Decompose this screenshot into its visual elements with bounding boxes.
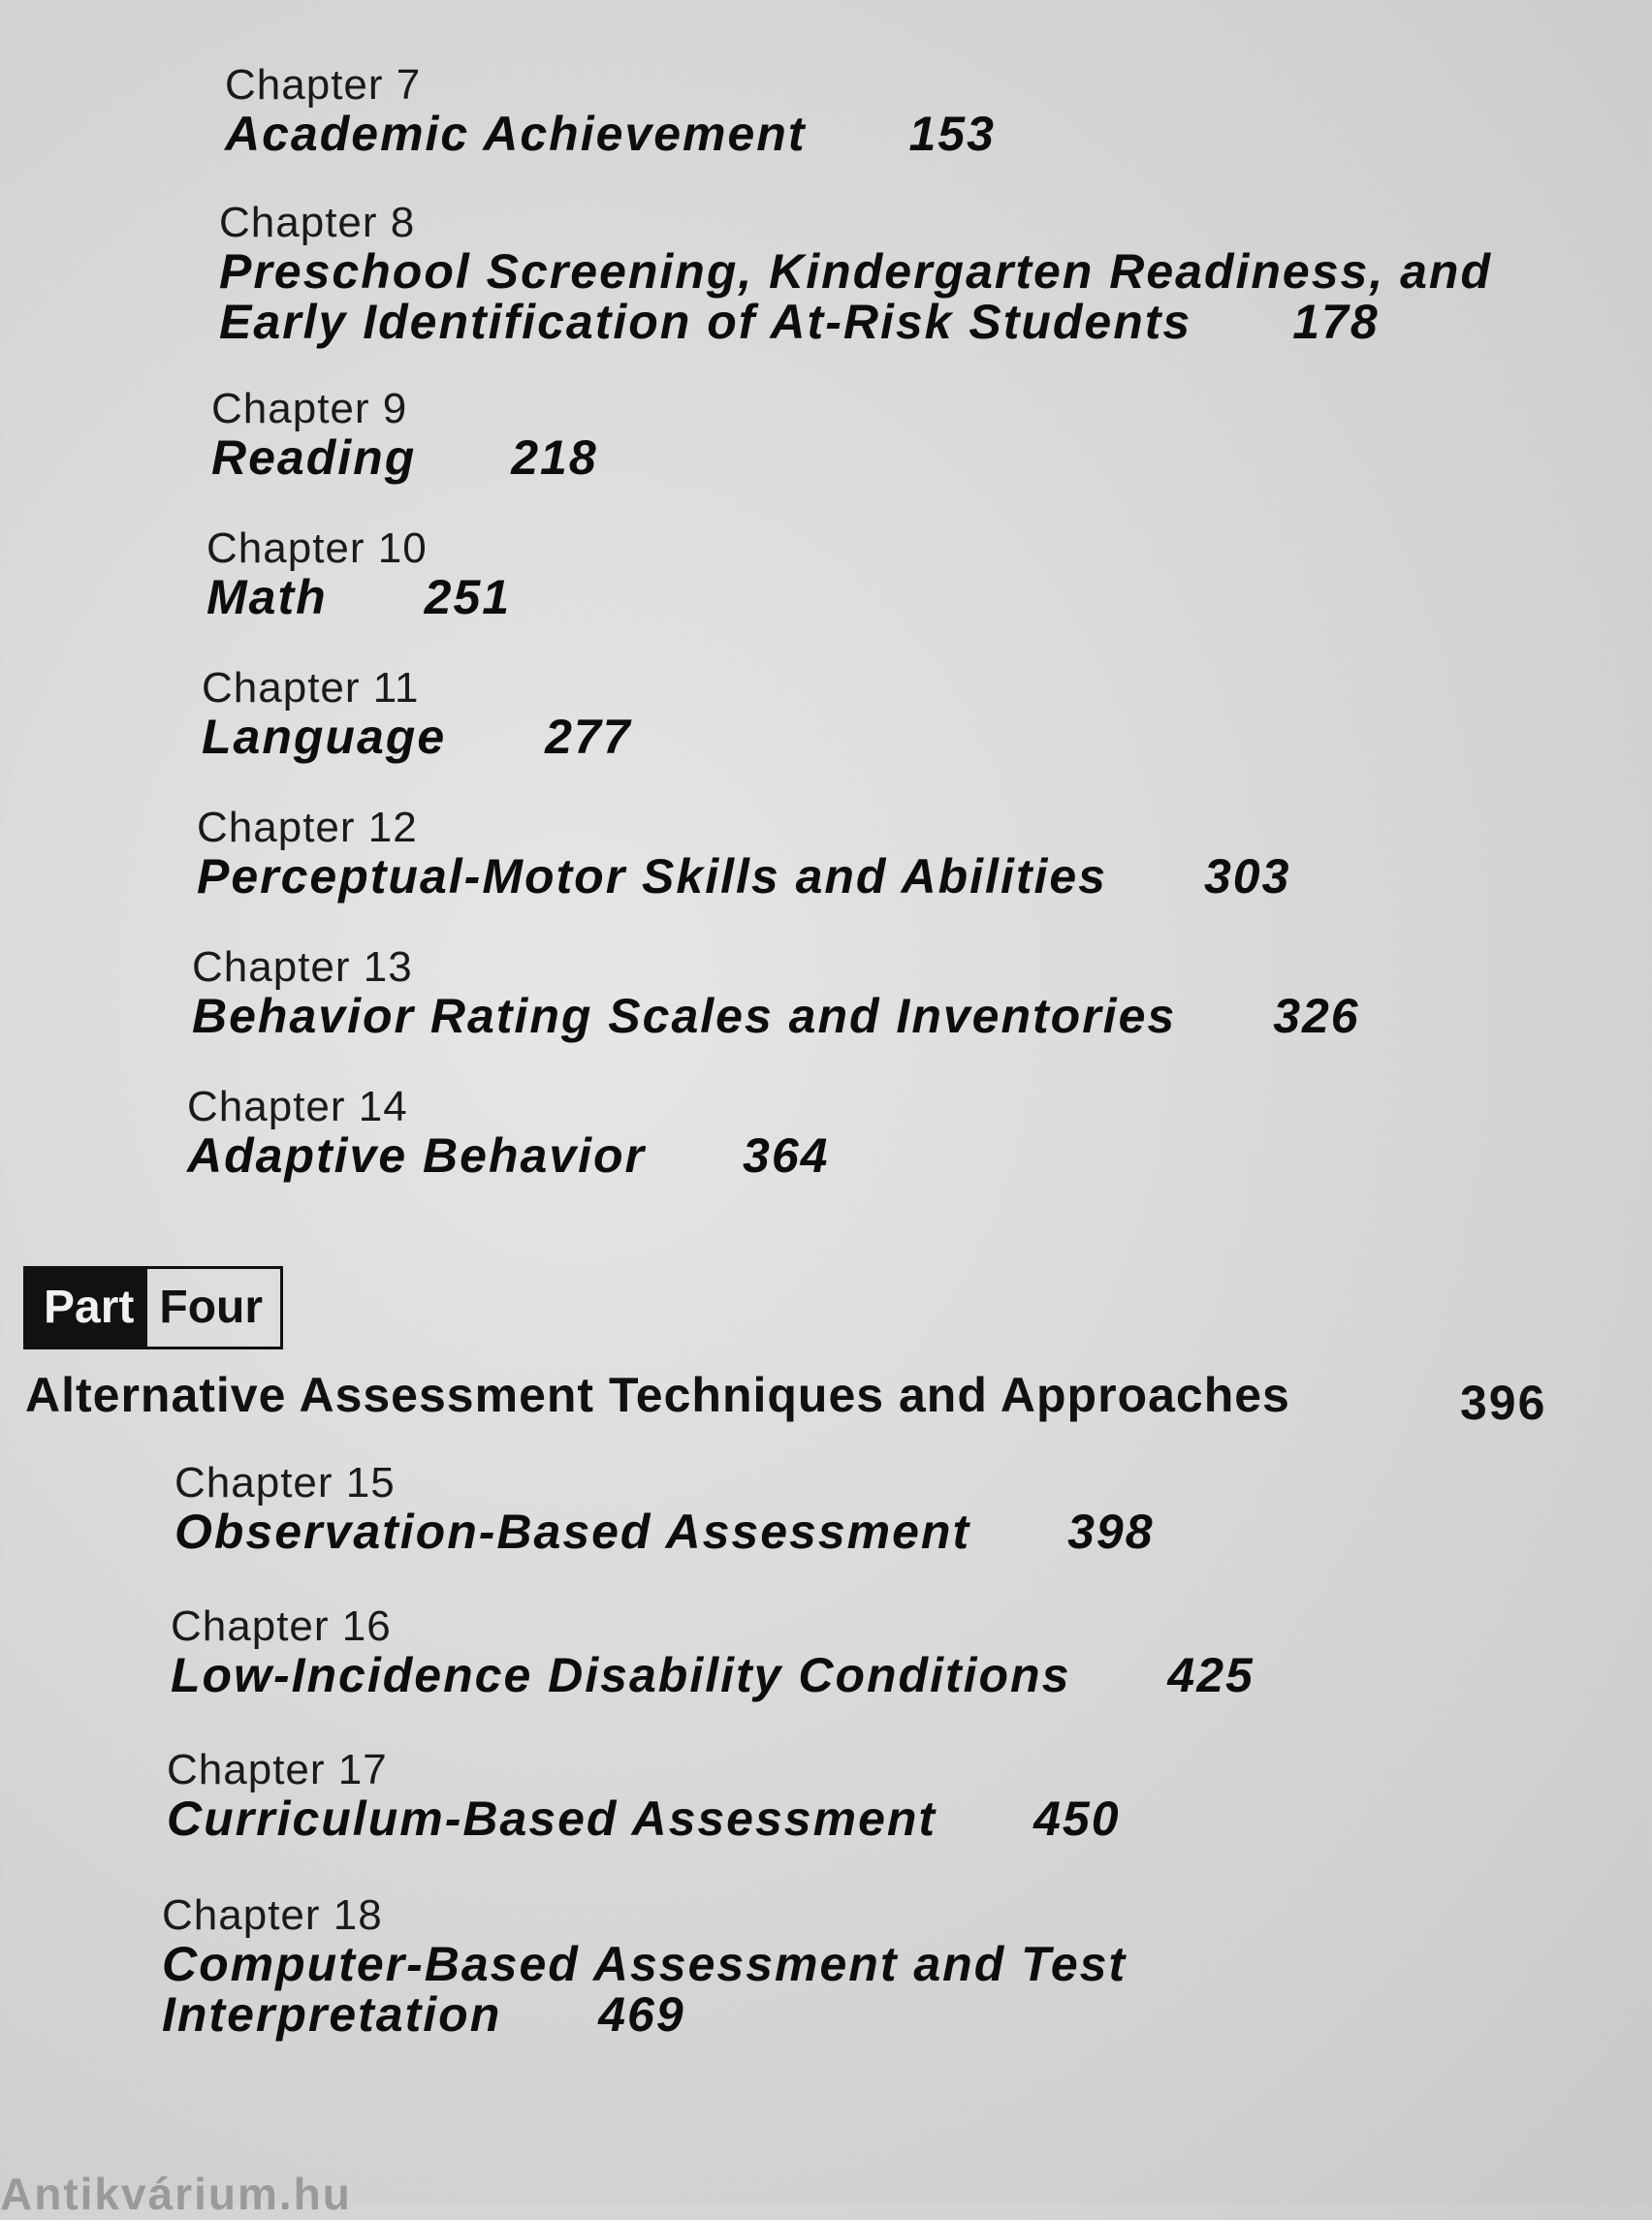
page-number: 450 [1033,1792,1121,1846]
chapter-title: Perceptual-Motor Skills and Abilities 303 [197,849,1291,904]
page-number: 469 [598,1987,685,2042]
chapter-label: Chapter 12 [197,804,418,851]
chapter-label: Chapter 11 [202,664,420,712]
chapter-title: Observation-Based Assessment 398 [175,1505,1155,1559]
toc-entry-chapter-11[interactable] [202,665,632,762]
toc-entry-chapter-12[interactable] [197,805,1290,902]
toc-entry-chapter-17[interactable] [167,1747,1121,1844]
toc-entry-chapter-9[interactable] [211,386,598,483]
part-badge-word: Part [26,1269,147,1347]
page-number: 398 [1067,1505,1155,1559]
chapter-label: Chapter 8 [219,199,416,246]
part-badge-number: Four [159,1282,264,1333]
chapter-label: Chapter 9 [211,385,408,432]
chapter-title-line-1: Computer-Based Assessment and Test [162,1937,1128,1991]
chapter-title: Low-Incidence Disability Conditions 425 [171,1648,1255,1702]
chapter-title-line-1: Preschool Screening, Kindergarten Readiness, and [219,244,1493,299]
chapter-title: Reading 218 [211,430,598,485]
page-number: 326 [1273,989,1360,1043]
page-number: 178 [1292,295,1380,349]
chapter-title: Behavior Rating Scales and Inventories 326 [192,989,1360,1043]
toc-entry-chapter-8[interactable] [219,200,1492,347]
part-title[interactable] [25,1367,1615,1430]
chapter-title-line-2: Early Identification of At-Risk Students 178 [219,295,1380,349]
toc-entry-chapter-14[interactable] [187,1084,829,1181]
chapter-title: Adaptive Behavior 364 [187,1128,830,1183]
watermark-text: Antikvárium.hu [0,2169,352,2219]
chapter-label: Chapter 13 [192,943,413,991]
page-number: 218 [511,430,598,485]
chapter-label: Chapter 16 [171,1602,392,1650]
part-title-text: Alternative Assessment Techniques and Approaches [25,1368,1290,1422]
chapter-title-line-2: Interpretation 469 [162,1987,685,2042]
part-badge [23,1266,283,1349]
chapter-label: Chapter 10 [206,524,428,572]
chapter-label: Chapter 17 [167,1746,388,1793]
page-number: 153 [908,107,996,161]
toc-entry-chapter-18[interactable] [162,1892,1127,2040]
chapter-title: Academic Achievement 153 [225,107,996,161]
toc-entry-chapter-13[interactable] [192,944,1360,1041]
chapter-label: Chapter 15 [175,1459,396,1506]
page-number: 277 [545,710,632,764]
toc-entry-chapter-15[interactable] [175,1460,1155,1557]
chapter-title: Math 251 [206,570,512,624]
chapter-label: Chapter 14 [187,1083,408,1130]
toc-entry-chapter-16[interactable] [171,1603,1255,1700]
toc-entry-chapter-7[interactable] [225,62,996,159]
page-number: 303 [1204,849,1291,904]
page-number: 425 [1167,1648,1255,1702]
page-number: 251 [424,570,512,624]
toc-entry-chapter-10[interactable] [206,525,511,622]
chapter-label: Chapter 18 [162,1891,383,1939]
chapter-label: Chapter 7 [225,61,422,109]
chapter-title: Curriculum-Based Assessment 450 [167,1792,1121,1846]
part-page-number: 396 [1460,1376,1547,1430]
page-number: 364 [743,1128,830,1183]
chapter-title: Language 277 [202,710,632,764]
